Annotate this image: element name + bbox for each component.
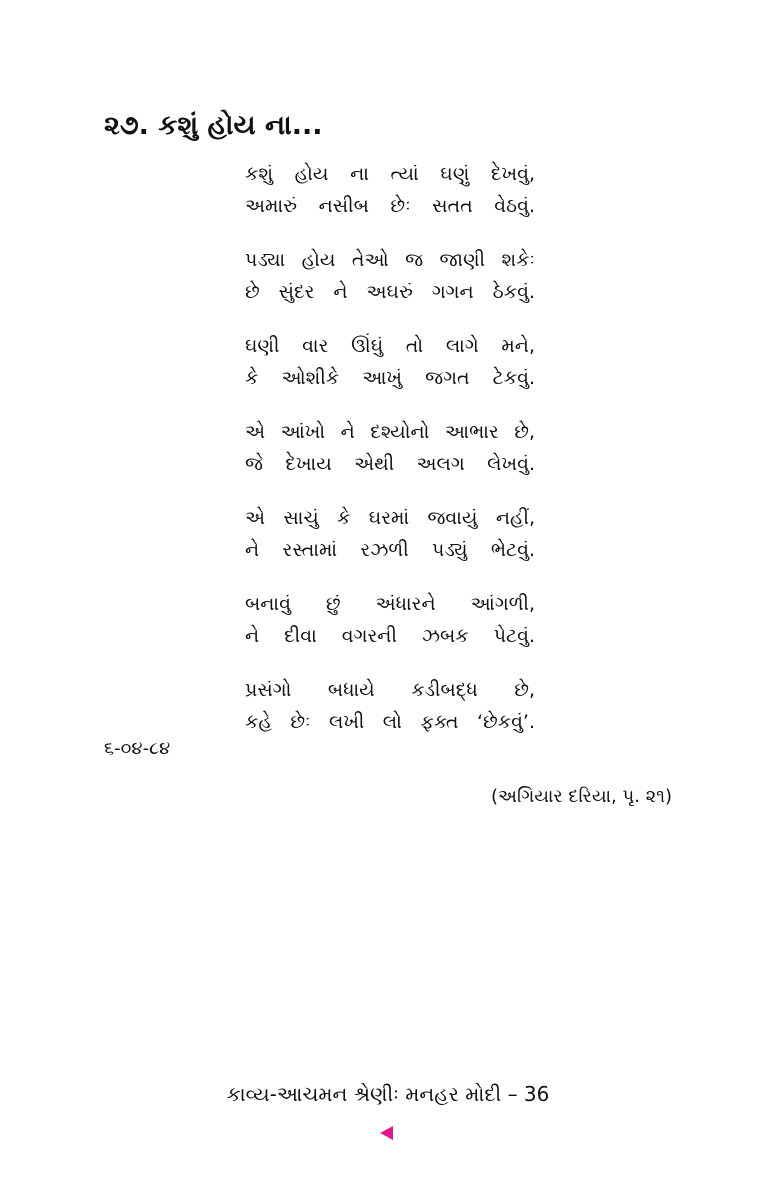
page-footer: કાવ્ય-આચમન શ્રેણીઃ મનહર મોદી – 36 bbox=[226, 1082, 550, 1106]
poem-line: પડ્યા હોય તેઓ જ જાણી શકેઃ bbox=[245, 249, 535, 271]
poem-line: બનાવું છું અંધારને આંગળી, bbox=[245, 593, 535, 615]
poem-line: એ સાચું કે ઘરમાં જવાયું નહીં, bbox=[245, 507, 535, 529]
stanza bbox=[245, 158, 535, 222]
poem-line: ને રસ્તામાં રઝળી પડ્યું ભેટવું. bbox=[245, 539, 535, 561]
stanza bbox=[245, 674, 535, 738]
stanza bbox=[245, 244, 535, 308]
stanza bbox=[245, 588, 535, 652]
source-citation: (અગિયાર દરિયા, પૃ. ૨૧) bbox=[491, 786, 672, 807]
poem-line: કે ઓશીકે આખું જગત ટેકવું. bbox=[245, 367, 535, 389]
back-arrow-icon[interactable] bbox=[380, 1126, 393, 1140]
poem-line: ઘણી વાર ઊંઘું તો લાગે મને, bbox=[245, 335, 535, 357]
poem-line: એ આંખો ને દશ્યોનો આભાર છે, bbox=[245, 421, 535, 443]
poem-body bbox=[245, 158, 535, 760]
poem-line: અમારું નસીબ છેઃ સતત વેઠવું. bbox=[245, 195, 535, 217]
poem-date: ૬-૦૪-૮૪ bbox=[104, 738, 171, 759]
poem-line: ને દીવા વગરની ઝબક પેટવું. bbox=[245, 625, 535, 647]
poem-title: ૨૭. કશું હોય ના... bbox=[104, 110, 323, 141]
stanza bbox=[245, 502, 535, 566]
poem-line: જે દેખાય એથી અલગ લેખવું. bbox=[245, 453, 535, 475]
stanza bbox=[245, 330, 535, 394]
poem-line: છે સુંદર ને અઘરું ગગન ઠેકવું. bbox=[245, 281, 535, 303]
stanza bbox=[245, 416, 535, 480]
poem-line: પ્રસંગો બધાયે કડીબદ્ધ છે, bbox=[245, 679, 535, 701]
poem-line: કહે છેઃ લખી લો ફક્ત ‘છેકવું’. bbox=[245, 711, 535, 733]
poem-line: કશું હોય ના ત્યાં ઘણું દેખવું, bbox=[245, 163, 535, 185]
